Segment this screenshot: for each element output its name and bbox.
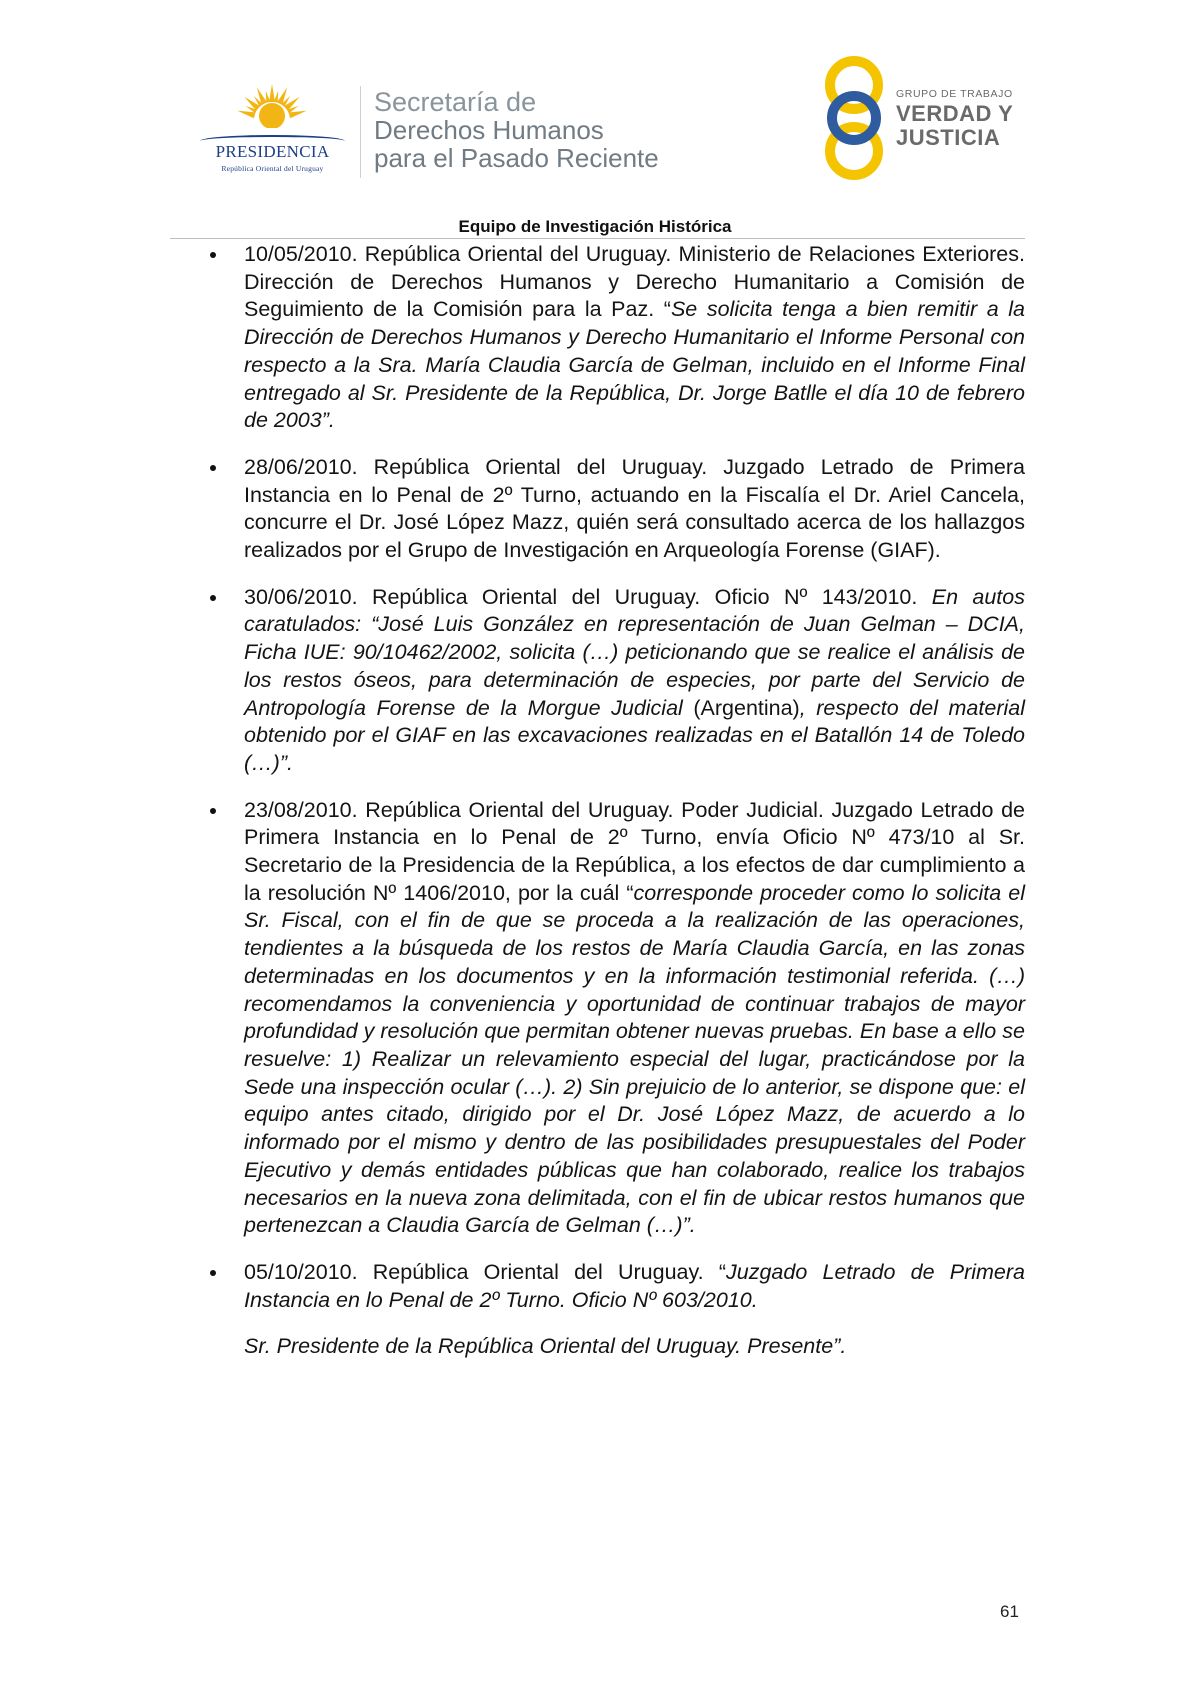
list-item — [208, 584, 1025, 778]
list-item — [208, 454, 1025, 565]
list-item — [208, 797, 1025, 1240]
entry-text — [244, 454, 1025, 565]
sun-emblem-icon — [227, 80, 317, 136]
entry-quote: Juzgado Letrado de Primera Instancia en lo Penal de 2º Turno. Oficio Nº 603/2010. — [244, 1259, 1025, 1312]
bullet-icon — [210, 595, 216, 601]
justicia-label: JUSTICIA — [896, 125, 1001, 150]
entry-text — [244, 797, 1025, 1240]
entry-date-text: 28/06/2010. República Oriental del Uruguay. Juzgado Letrado de Primera Instancia en lo Penal de 2º Turno, actuando en la Fiscalía el Dr. Ariel Cancela, concurre el Dr. José López Mazz, quién será consultado acerca de los hallazgos realizados por el Grupo de Investigación en Arqueología Forense (GIAF). — [244, 454, 1025, 563]
bullet-icon — [210, 808, 216, 814]
entry-country: (Argentina) — [682, 695, 800, 720]
secretaria-line-2: Derechos Humanos — [374, 115, 604, 145]
bullet-icon — [210, 1270, 216, 1276]
secretaria-line-1: Secretaría de — [374, 87, 537, 117]
secretaria-logo-text — [374, 88, 659, 172]
header-divider — [360, 86, 361, 178]
rings-icon — [818, 55, 894, 183]
presidencia-logo — [195, 80, 350, 180]
secretaria-line-3: para el Pasado Reciente — [374, 143, 659, 173]
entry-text — [244, 241, 1025, 435]
bullet-icon — [210, 465, 216, 471]
header-rule — [170, 238, 1025, 239]
entry-closing — [244, 1333, 1025, 1361]
grupo-trabajo-label: GRUPO DE TRABAJO — [896, 88, 1013, 100]
verdad-label: VERDAD Y — [896, 101, 1014, 126]
entry-text — [244, 1259, 1025, 1314]
entry-closing-text: Sr. Presidente de la República Oriental del Uruguay. Presente”. — [244, 1334, 847, 1359]
entry-quote: Se solicita tenga a bien remitir a la Dirección de Derechos Humanos y Derecho Humanitario el Informe Personal con respecto a la Sra. María Claudia García de Gelman, incluido en el Informe Final entregado al Sr. Presidente de la República, Dr. Jorge Batlle el día 10 de febrero de 2003”. — [244, 297, 1025, 433]
presidencia-subtitle: República Oriental del Uruguay — [221, 164, 324, 173]
team-heading: Equipo de Investigación Histórica — [458, 217, 732, 236]
entry-text — [244, 584, 1025, 778]
presidencia-name: PRESIDENCIA — [215, 142, 330, 161]
document-body — [208, 241, 1025, 1380]
entry-date-text: 30/06/2010. República Oriental del Uruguay. Oficio Nº 143/2010. — [244, 584, 932, 609]
entry-date-text: 10/05/2010. República Oriental del Uruguay. Ministerio de Relaciones Exteriores. Dirección de Derechos Humanos y Derecho Humanitario a Comisión de Seguimiento de la Comisión para la Paz. “ — [244, 242, 1025, 322]
entry-quote: En autos caratulados: “José Luis González en representación de Juan Gelman – DCIA, Ficha IUE: 90/10462/2002, solicita (…) peticionando que se realice el análisis de los restos óseos, para determinación de especies, por parte del Servicio de Antropología Forense de la Morgue Judicial — [244, 584, 1025, 720]
entry-quote: corresponde proceder como lo solicita el Sr. Fiscal, con el fin de que se proceda a la realización de las operaciones, tendientes a la búsqueda de los restos de María Claudia García, en las zonas determinadas en los documentos y en la información testimonial referida. (…) recomendamos la conveniencia y oportunidad de continuar trabajos de mayor profundidad y resolución que permitan obtener nuevas pruebas. En base a ello se resuelve: 1) Realizar un relevamiento especial del lugar, practicándose por la Sede una inspección ocular (…). 2) Sin prejuicio de lo anterior, se dispone que: el equipo antes citado, dirigido por el Dr. José López Mazz, de acuerdo a lo informado por el mismo y dentro de las posibilidades presupuestales del Poder Ejecutivo y demás entidades públicas que han colaborado, realice los trabajos necesarios en la nueva zona delimitada, con el fin de ubicar restos humanos que pertenezcan a Claudia García de Gelman (…)”. — [244, 880, 1025, 1238]
bullet-icon — [210, 252, 216, 258]
entry-quote-end: , respecto del material obtenido por el GIAF en las excavaciones realizadas en el Batallón 14 de Toledo (…)”. — [244, 695, 1025, 775]
list-item — [208, 241, 1025, 435]
verdad-justicia-logo — [818, 55, 1028, 183]
entry-date-text: 23/08/2010. República Oriental del Uruguay. Poder Judicial. Juzgado Letrado de Primera Instancia en lo Penal de 2º Turno, envía Oficio Nº 473/10 al Sr. Secretario de la Presidencia de la República, a los efectos de dar cumplimiento a la resolución Nº 1406/2010, por la cuál “ — [244, 797, 1025, 905]
list-item — [208, 1259, 1025, 1361]
page-number: 61 — [1000, 1602, 1019, 1621]
entry-date-text: 05/10/2010. República Oriental del Uruguay. “ — [244, 1259, 726, 1284]
